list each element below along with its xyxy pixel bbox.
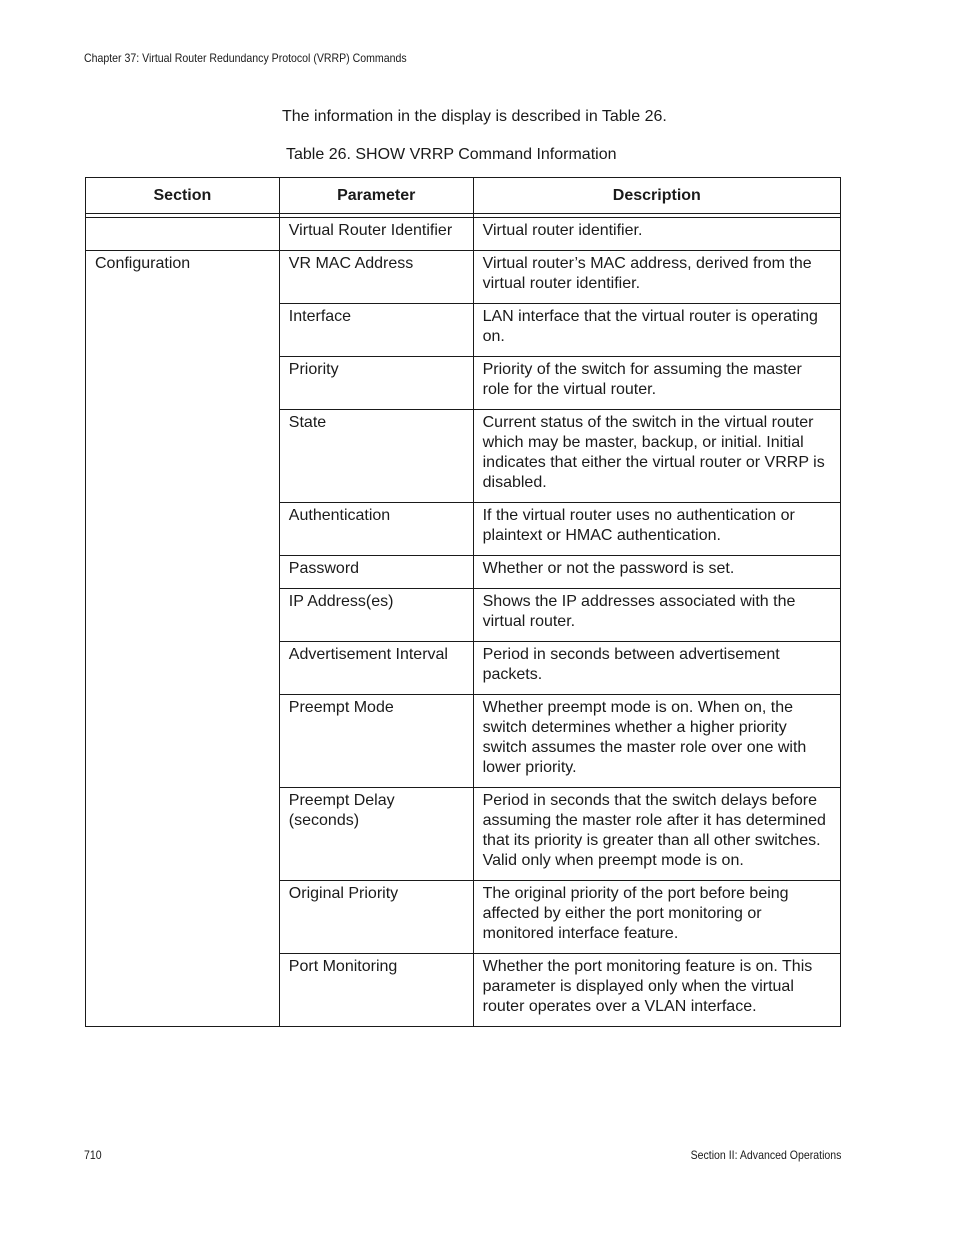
parameter-cell: Preempt Delay (seconds): [279, 788, 473, 881]
description-cell: Current status of the switch in the virtual router which may be master, backup, or initial. Initial indicates that either the virtual router or VRRP is disabled.: [473, 410, 840, 503]
table-header-row: [86, 178, 841, 214]
parameter-cell: Original Priority: [279, 881, 473, 954]
parameter-cell: Port Monitoring: [279, 954, 473, 1027]
running-footer: Section II: Advanced Operations: [690, 1148, 841, 1162]
vrrp-info-table: [85, 177, 841, 1027]
table-row: [86, 251, 841, 304]
description-cell: Whether preempt mode is on. When on, the switch determines whether a higher priority switch assumes the master role over one with lower priority.: [473, 695, 840, 788]
parameter-cell: VR MAC Address: [279, 251, 473, 304]
description-cell: Whether or not the password is set.: [473, 556, 840, 589]
section-cell: [86, 218, 280, 251]
description-cell: Virtual router identifier.: [473, 218, 840, 251]
description-cell: Period in seconds that the switch delays before assuming the master role after it has determined that its priority is greater than all other switches. Valid only when preempt mode is on.: [473, 788, 840, 881]
header-section: Section: [86, 178, 280, 214]
description-cell: Priority of the switch for assuming the master role for the virtual router.: [473, 357, 840, 410]
table-caption: Table 26. SHOW VRRP Command Information: [286, 146, 617, 163]
parameter-cell: Authentication: [279, 503, 473, 556]
header-description: Description: [473, 178, 840, 214]
description-cell: The original priority of the port before being affected by either the port monitoring or monitored interface feature.: [473, 881, 840, 954]
parameter-cell: Preempt Mode: [279, 695, 473, 788]
description-cell: Virtual router’s MAC address, derived from the virtual router identifier.: [473, 251, 840, 304]
parameter-cell: Password: [279, 556, 473, 589]
description-cell: LAN interface that the virtual router is operating on.: [473, 304, 840, 357]
table-row: [86, 218, 841, 251]
running-header: Chapter 37: Virtual Router Redundancy Protocol (VRRP) Commands: [84, 51, 407, 65]
parameter-cell: IP Address(es): [279, 589, 473, 642]
parameter-cell: Priority: [279, 357, 473, 410]
parameter-cell: Virtual Router Identifier: [279, 218, 473, 251]
page-number: 710: [84, 1148, 102, 1162]
header-parameter: Parameter: [279, 178, 473, 214]
parameter-cell: State: [279, 410, 473, 503]
intro-paragraph: The information in the display is described in Table 26.: [282, 108, 667, 125]
description-cell: Shows the IP addresses associated with the virtual router.: [473, 589, 840, 642]
description-cell: If the virtual router uses no authentication or plaintext or HMAC authentication.: [473, 503, 840, 556]
section-cell: Configuration: [86, 251, 280, 1027]
parameter-cell: Interface: [279, 304, 473, 357]
parameter-cell: Advertisement Interval: [279, 642, 473, 695]
description-cell: Whether the port monitoring feature is on. This parameter is displayed only when the virtual router operates over a VLAN interface.: [473, 954, 840, 1027]
description-cell: Period in seconds between advertisement packets.: [473, 642, 840, 695]
